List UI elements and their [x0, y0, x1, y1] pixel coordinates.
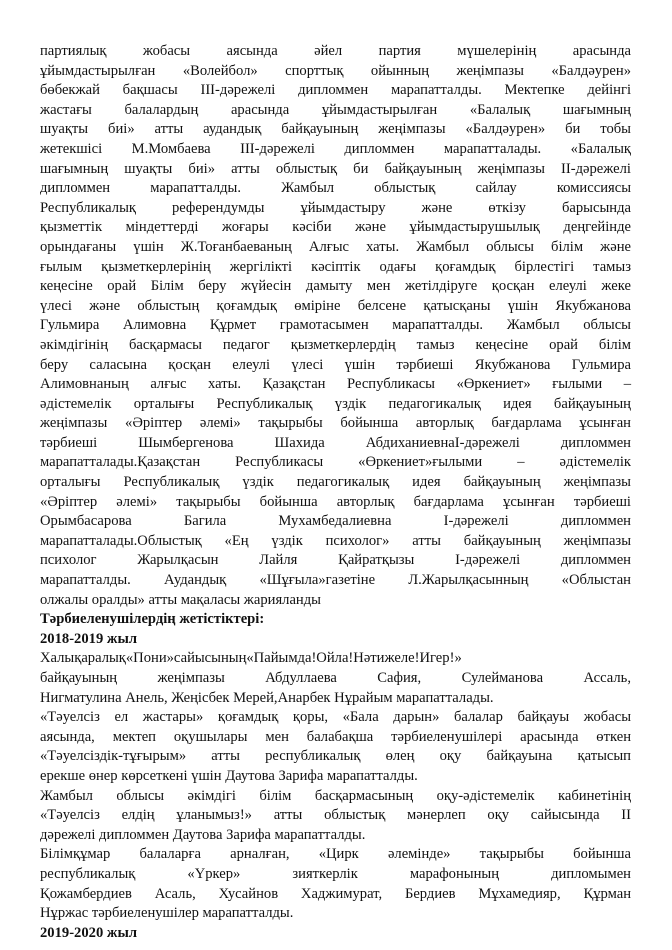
document-page	[40, 42, 631, 943]
text-line: Нұржас тәрбиеленушілер марапатталды.	[40, 905, 294, 922]
text-line: үлесі және облыстың қоғамдық өміріне белсене қатысқаны үшін Якубжанова	[40, 297, 631, 314]
year-heading-2018-2019: 2018-2019 жыл	[40, 630, 138, 647]
text-line: Жамбыл облысы әкімдігі білім басқармасының оқу-әдістемелік кабинетінің	[40, 787, 631, 804]
text-line: орындағаны үшін Ж.Тоғанбаеваның Алғыс хаты. Жамбыл облысы білім және	[40, 238, 631, 255]
text-line: орталығы Республикалық үздік педагогикалық идея байқауының жеңімпазы	[40, 474, 631, 491]
text-line: «Әріптер әлемі» тақырыбы бойынша авторлық бағдарлама ұсынған тәрбиеші	[40, 493, 631, 510]
text-line: әдістемелік орталығы Республикалық үздік педагогикалық идея байқауының	[40, 395, 631, 412]
text-line: Орымбасарова Багила Мухамбедалиевна І-дәрежелі дипломмен	[40, 513, 631, 530]
text-line: шағымның шуақты биі» атты облыстық би байқауының жеңімпазы ІІ-дәрежелі	[40, 160, 631, 177]
text-line: Нигматулина Анель, Жеңісбек Мерей,Анарбек Нұрайым марапатталады.	[40, 689, 494, 706]
text-line: «Тәуелсіздік-тұғырым» атты республикалық өлең оқу байқауына қатысып	[40, 748, 631, 765]
text-line: «Тәуелсіз ел жастары» қоғамдық қоры, «Бала дарын» балалар байқауы жобасы	[40, 709, 631, 726]
text-line: Республикалық референдумды ұйымдастыру және өткізу барысында	[40, 199, 631, 216]
text-line: жеңімпазы «Әріптер әлемі» тақырыбы бойынша авторлық бағдарлама ұсынған	[40, 415, 631, 432]
text-line: тәрбиеші Шымбергенова Шахида АбдиханиевнаІ-дәрежелі дипломмен	[40, 434, 631, 451]
text-line: бөбекжай бақшасы ІІІ-дәрежелі дипломмен марапатталды. Мектепке дейінгі	[40, 82, 631, 99]
text-line: дипломмен марапатталды. Жамбыл облыстық сайлау комиссиясы	[40, 180, 631, 197]
text-line: партиялық жобасы аясында әйел партия мүшелерінің арасында	[40, 43, 631, 59]
text-line: дәрежелі дипломмен Даутова Зарифа марапатталды.	[40, 826, 366, 843]
text-line: Қожамбердиев Асаль, Хусайнов Хаджимурат, Бердиев Мұхамедияр, Құрман	[40, 885, 631, 902]
text-line: олжалы оралды» атты мақаласы жарияланды	[40, 591, 321, 608]
text-line: марапатталады.Қазақстан Республикасы «Өркениет»ғылыми – әдістемелік	[40, 454, 631, 471]
text-line: жетекшісі М.Момбаева ІІІ-дәрежелі дипломмен марапатталады. «Балалық	[40, 140, 631, 157]
text-line: психолог Жарылқасын Лайля Қайратқызы І-дәрежелі дипломмен	[40, 552, 631, 569]
text-line: марапатталады.Облыстық «Ең үздік психолог» атты байқауының жеңімпазы	[40, 532, 631, 549]
pony-contest-title: Халықаралық«Пони»сайысының«Пайымда!Ойла!Нәтижеле!Игер!»	[40, 650, 462, 667]
text-line: жастағы балалардың арасында ұйымдастырылған «Балалық шағымның	[40, 101, 631, 118]
intro-paragraph	[40, 42, 631, 610]
text-line: беру саласына қосқан елеулі үлесі үшін тәрбиеші Якубжанова Гульмира	[40, 356, 631, 373]
pony-contest-paragraph	[40, 669, 631, 708]
circus-marathon-paragraph	[40, 845, 631, 923]
text-line: кеңесіне орай Білім беру жүйесін дамыту мен жетілдіруге қосқан елеулі жеке	[40, 278, 631, 295]
oblast-contest-paragraph	[40, 787, 631, 846]
text-line: әкімдігінің басқармасы педагог қызметкерлердің тамыз кеңесіне орай білім	[40, 336, 631, 353]
achievements-heading: Тәрбиеленушілердің жетістіктері:	[40, 611, 265, 628]
text-line: республикалық «Үркер» зияткерлік марафонының дипломымен	[40, 865, 631, 882]
text-line: аясында, мектеп оқушылары мен балабақша тәрбиеленушілері арасында өткен	[40, 728, 631, 745]
text-line: марапатталды. Аудандық «Шұғыла»газетіне Л.Жарылқасынның «Облыстан	[40, 572, 631, 589]
text-line: Гульмира Алимовна Құрмет грамотасымен марапатталды. Жамбыл облысы	[40, 317, 631, 334]
text-line: қызметтік міндеттерді жоғары кәсіби және ұйымдастырушылық деңгейінде	[40, 219, 631, 236]
text-line: шуақты биі» атты аудандық байқауының жеңімпазы «Балдәурен» би тобы	[40, 121, 631, 138]
text-line: «Тәуелсіз елдің ұланымыз!» атты облыстық мәнерлеп оқу сайысында ІІ	[40, 807, 631, 824]
text-line: ерекше өнер көрсеткені үшін Даутова Зарифа марапатталды.	[40, 767, 418, 784]
fund-contest-paragraph	[40, 708, 631, 786]
text-line: ғылым қызметкерлерінің жергілікті кәсіптік одағы қоғамдық бірлестігі тамыз	[40, 258, 631, 275]
text-line: Алимовнаның алғыс хаты. Қазақстан Республикасы «Өркениет» ғылыми –	[40, 376, 631, 393]
year-heading-2019-2020: 2019-2020 жыл	[40, 924, 138, 941]
text-line: байқауының жеңімпазы Абдуллаева Сафия, Сулейманова Ассаль,	[40, 670, 631, 686]
text-line: Білімқұмар балаларға арналған, «Цирк әлемінде» тақырыбы бойынша	[40, 846, 631, 863]
text-line: ұйымдастырылған «Волейбол» спорттық ойынның жеңімпазы «Балдәурен»	[40, 62, 631, 79]
